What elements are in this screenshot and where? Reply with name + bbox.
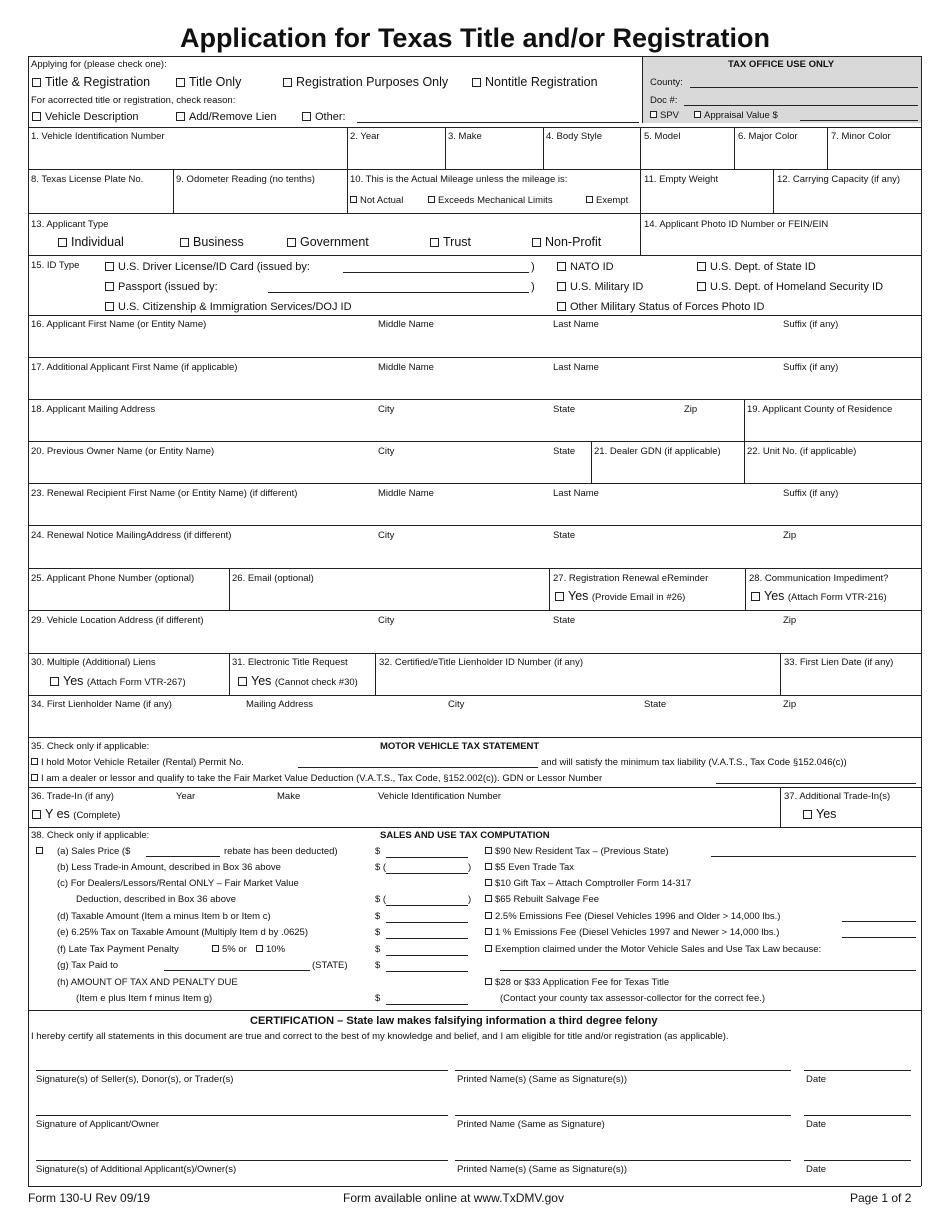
- field-23-last[interactable]: Last Name: [553, 488, 599, 499]
- fee-application[interactable]: $28 or $33 Application Fee for Texas Title: [485, 977, 669, 988]
- field-2-year[interactable]: 2. Year: [350, 131, 380, 142]
- fee-emissions-25[interactable]: 2.5% Emissions Fee (Diesel Vehicles 1996 and Older > 14,000 lbs.): [485, 911, 780, 922]
- type-government[interactable]: Government: [287, 235, 369, 249]
- field-26-email[interactable]: 26. Email (optional): [232, 573, 314, 584]
- f35-retailer-permit[interactable]: I hold Motor Vehicle Retailer (Rental) Permit No.: [31, 757, 244, 768]
- ereminder-yes[interactable]: Yes (Provide Email in #26): [555, 589, 685, 603]
- page-title: Application for Texas Title and/or Registration: [179, 23, 771, 53]
- tax-g-dollar: $: [375, 960, 381, 971]
- field-32-lienholder-id[interactable]: 32. Certified/eTitle Lienholder ID Number (if any): [379, 657, 583, 668]
- date-seller[interactable]: Date: [806, 1074, 827, 1085]
- field-16-first-name[interactable]: 16. Applicant First Name (or Entity Name): [31, 319, 207, 330]
- id-uscis[interactable]: U.S. Citizenship & Immigration Services/DOJ ID: [105, 301, 352, 313]
- field-23-suffix[interactable]: Suffix (if any): [783, 488, 839, 499]
- field-15-id-type: 15. ID Type: [31, 260, 80, 271]
- tax-c-paren: ): [468, 894, 472, 905]
- tax-f-penalty: (f) Late Tax Payment Penalty: [57, 944, 179, 955]
- field-23-renewal-recipient[interactable]: 23. Renewal Recipient First Name (or Entity Name) (if different): [31, 488, 298, 499]
- type-individual[interactable]: Individual: [58, 235, 124, 249]
- trade-in-yes[interactable]: Y es (Complete): [32, 807, 120, 821]
- field-36-make[interactable]: Make: [277, 791, 301, 802]
- field-13-applicant-type: 13. Applicant Type: [31, 219, 109, 230]
- field-34-mailing[interactable]: Mailing Address: [246, 699, 314, 710]
- field-35-label: 35. Check only if applicable:: [31, 741, 150, 752]
- field-8-plate[interactable]: 8. Texas License Plate No.: [31, 174, 144, 185]
- footer-form-number: Form 130-U Rev 09/19: [28, 1191, 151, 1205]
- id-driver-license[interactable]: U.S. Driver License/ID Card (issued by:: [105, 261, 310, 273]
- field-9-odometer[interactable]: 9. Odometer Reading (no tenths): [176, 174, 315, 185]
- tax-f-dollar: $: [375, 944, 381, 955]
- id-dept-state[interactable]: U.S. Dept. of State ID: [697, 261, 816, 273]
- fee-even-trade[interactable]: $5 Even Trade Tax: [485, 862, 574, 873]
- sig-seller[interactable]: Signature(s) of Seller(s), Donor(s), or Trader(s): [36, 1074, 234, 1085]
- fee-exemption[interactable]: Exemption claimed under the Motor Vehicle Sales and Use Tax Law because:: [485, 944, 821, 955]
- field-36-trade-in: 36. Trade-In (if any): [31, 791, 114, 802]
- opt-title-registration[interactable]: Title & Registration: [32, 75, 150, 89]
- field-24-zip[interactable]: Zip: [783, 530, 797, 541]
- fee-emissions-1[interactable]: 1 % Emissions Fee (Diesel Vehicles 1997 and Newer > 14,000 lbs.): [485, 927, 779, 938]
- tax-a-checkbox[interactable]: [36, 846, 46, 857]
- f35-dealer-lessor[interactable]: I am a dealer or lessor and qualify to take the Fair Market Value Deduction (V.A.T.S., Tax Code, §152.002(c)). GDN or Lessor Number: [31, 773, 602, 784]
- tax-a-sales-price: (a) Sales Price ($: [57, 846, 131, 857]
- field-21-dealer-gdn[interactable]: 21. Dealer GDN (if applicable): [594, 446, 721, 457]
- field-20-state[interactable]: State: [553, 446, 576, 457]
- field-34-zip[interactable]: Zip: [783, 699, 797, 710]
- date-applicant[interactable]: Date: [806, 1119, 827, 1130]
- type-business[interactable]: Business: [180, 235, 244, 249]
- mileage-exempt[interactable]: Exempt: [586, 195, 628, 206]
- footer-page: Page 1 of 2: [850, 1191, 912, 1205]
- opt-registration-purposes[interactable]: Registration Purposes Only: [283, 75, 448, 89]
- motor-vehicle-tax-heading: MOTOR VEHICLE TAX STATEMENT: [380, 741, 540, 752]
- tax-a-rebate: rebate has been deducted): [224, 846, 338, 857]
- field-1-vin[interactable]: 1. Vehicle Identification Number: [31, 131, 165, 142]
- type-trust[interactable]: Trust: [430, 235, 471, 249]
- field-23-middle[interactable]: Middle Name: [378, 488, 434, 499]
- field-16-last[interactable]: Last Name: [553, 319, 599, 330]
- field-11-empty-weight[interactable]: 11. Empty Weight: [644, 174, 719, 185]
- certification-text: I hereby certify all statements in this document are true and correct to the best of my knowledge and belief, and I am eligible for title and/or registration (as applicable).: [31, 1031, 729, 1042]
- tax-c-deduction: Deduction, described in Box 36 above: [76, 894, 237, 905]
- sig-additional[interactable]: Signature(s) of Additional Applicant(s)/Owner(s): [36, 1164, 237, 1175]
- applying-label: Applying for (please check one):: [31, 59, 167, 70]
- sales-use-tax-heading: SALES AND USE TAX COMPUTATION: [380, 830, 550, 841]
- tax-b-dollar: $ (: [375, 862, 387, 873]
- field-3-make[interactable]: 3. Make: [448, 131, 482, 142]
- tax-h-formula: (Item e plus Item f minus Item g): [76, 993, 213, 1004]
- field-29-vehicle-location[interactable]: 29. Vehicle Location Address (if different): [31, 615, 204, 626]
- field-27-ereminder: 27. Registration Renewal eReminder: [553, 573, 709, 584]
- certification-heading: CERTIFICATION – State law makes falsifying information a third degree felony: [250, 1015, 658, 1027]
- f35-permit-tail: and will satisfy the minimum tax liability (V.A.T.S., Tax Code §152.046(c)): [541, 757, 847, 768]
- field-17-last[interactable]: Last Name: [553, 362, 599, 373]
- field-17-add-first-name[interactable]: 17. Additional Applicant First Name (if applicable): [31, 362, 238, 373]
- sig-applicant[interactable]: Signature of Applicant/Owner: [36, 1119, 160, 1130]
- field-33-lien-date[interactable]: 33. First Lien Date (if any): [784, 657, 894, 668]
- tax-g-state: (STATE): [312, 960, 348, 971]
- tax-office-doc: Doc #:: [650, 95, 678, 106]
- field-16-suffix[interactable]: Suffix (if any): [783, 319, 839, 330]
- field-12-capacity[interactable]: 12. Carrying Capacity (if any): [777, 174, 901, 185]
- fee-gift-tax[interactable]: $10 Gift Tax – Attach Comptroller Form 14-317: [485, 878, 691, 889]
- tax-e-625: (e) 6.25% Tax on Taxable Amount (Multiply Item d by .0625): [57, 927, 309, 938]
- tax-office-title: TAX OFFICE USE ONLY: [728, 59, 835, 70]
- field-5-model[interactable]: 5. Model: [644, 131, 681, 142]
- field-24-city[interactable]: City: [378, 530, 395, 541]
- id-homeland-security[interactable]: U.S. Dept. of Homeland Security ID: [697, 281, 883, 293]
- field-31-etitle: 31. Electronic Title Request: [232, 657, 348, 668]
- printed-name-additional[interactable]: Printed Name(s) (Same as Signature(s)): [457, 1164, 627, 1175]
- tax-b-paren: ): [468, 862, 472, 873]
- field-14-photo-id[interactable]: 14. Applicant Photo ID Number or FEIN/EIN: [644, 219, 829, 230]
- field-17-suffix[interactable]: Suffix (if any): [783, 362, 839, 373]
- field-24-state[interactable]: State: [553, 530, 576, 541]
- tax-office-county: County:: [650, 77, 683, 88]
- field-7-minor-color[interactable]: 7. Minor Color: [831, 131, 891, 142]
- tax-f-10pct[interactable]: 10%: [256, 944, 285, 955]
- tax-f-5pct[interactable]: 5% or: [212, 944, 247, 955]
- field-29-city[interactable]: City: [378, 615, 395, 626]
- field-28-impediment: 28. Communication Impediment?: [749, 573, 889, 584]
- printed-name-seller[interactable]: Printed Name(s) (Same as Signature(s)): [457, 1074, 627, 1085]
- date-additional[interactable]: Date: [806, 1164, 827, 1175]
- field-18-mailing-address[interactable]: 18. Applicant Mailing Address: [31, 404, 156, 415]
- field-16-middle[interactable]: Middle Name: [378, 319, 434, 330]
- id-nato[interactable]: NATO ID: [557, 261, 614, 273]
- tax-office-appraisal[interactable]: Appraisal Value $: [694, 110, 778, 121]
- field-36-vin[interactable]: Vehicle Identification Number: [378, 791, 502, 802]
- field-30-multiple-liens: 30. Multiple (Additional) Liens: [31, 657, 156, 668]
- mileage-exceeds[interactable]: Exceeds Mechanical Limits: [428, 195, 553, 206]
- corrected-label: For acorrected title or registration, check reason:: [31, 95, 236, 106]
- field-19-county[interactable]: 19. Applicant County of Residence: [747, 404, 893, 415]
- id-passport[interactable]: Passport (issued by:: [105, 281, 218, 293]
- field-4-body-style[interactable]: 4. Body Style: [546, 131, 602, 142]
- type-non-profit[interactable]: Non-Profit: [532, 235, 601, 249]
- opt-nontitle-registration[interactable]: Nontitle Registration: [472, 75, 598, 89]
- field-18-state[interactable]: State: [553, 404, 576, 415]
- liens-yes[interactable]: Yes (Attach Form VTR-267): [50, 674, 186, 688]
- tax-g-paid: (g) Tax Paid to: [57, 960, 119, 971]
- field-34-state[interactable]: State: [644, 699, 667, 710]
- field-29-state[interactable]: State: [553, 615, 576, 626]
- tax-c-dollar: $ (: [375, 894, 387, 905]
- tax-b-trade-in: (b) Less Trade-in Amount, described in Box 36 above: [57, 862, 281, 873]
- printed-name-applicant[interactable]: Printed Name (Same as Signature): [457, 1119, 605, 1130]
- opt-title-only[interactable]: Title Only: [176, 75, 241, 89]
- tax-d-dollar: $: [375, 911, 381, 922]
- footer-online: Form available online at www.TxDMV.gov: [343, 1191, 564, 1205]
- opt-other[interactable]: Other:: [302, 111, 346, 123]
- field-34-city[interactable]: City: [448, 699, 465, 710]
- additional-trade-yes[interactable]: Yes: [803, 807, 836, 821]
- field-38-label: 38. Check only if applicable:: [31, 830, 150, 841]
- tax-c-fmv: (c) For Dealers/Lessors/Rental ONLY – Fair Market Value: [57, 878, 299, 889]
- tax-a-dollar: $: [375, 846, 381, 857]
- opt-add-remove-lien[interactable]: Add/Remove Lien: [176, 111, 276, 123]
- mileage-not-actual[interactable]: Not Actual: [350, 195, 403, 206]
- field-6-major-color[interactable]: 6. Major Color: [738, 131, 798, 142]
- field-10-mileage: 10. This is the Actual Mileage unless the mileage is:: [350, 174, 568, 185]
- fee-new-resident[interactable]: $90 New Resident Tax – (Previous State): [485, 846, 669, 857]
- field-29-zip[interactable]: Zip: [783, 615, 797, 626]
- opt-vehicle-description[interactable]: Vehicle Description: [32, 111, 139, 123]
- etitle-yes[interactable]: Yes (Cannot check #30): [238, 674, 358, 688]
- field-18-city[interactable]: City: [378, 404, 395, 415]
- field-24-renewal-address[interactable]: 24. Renewal Notice MailingAddress (if different): [31, 530, 232, 541]
- field-18-zip[interactable]: Zip: [684, 404, 698, 415]
- id-other-military[interactable]: Other Military Status of Forces Photo ID: [557, 301, 764, 313]
- impediment-yes[interactable]: Yes (Attach Form VTR-216): [751, 589, 887, 603]
- tax-h-dollar: $: [375, 993, 381, 1004]
- field-25-phone[interactable]: 25. Applicant Phone Number (optional): [31, 573, 195, 584]
- fee-rebuilt-salvage[interactable]: $65 Rebuilt Salvage Fee: [485, 894, 599, 905]
- fee-contact-note: (Contact your county tax assessor-collector for the correct fee.): [500, 993, 766, 1004]
- tax-d-taxable: (d) Taxable Amount (Item a minus Item b or Item c): [57, 911, 271, 922]
- tax-h-amount-due: (h) AMOUNT OF TAX AND PENALTY DUE: [57, 977, 238, 988]
- field-20-previous-owner[interactable]: 20. Previous Owner Name (or Entity Name): [31, 446, 215, 457]
- field-22-unit-no[interactable]: 22. Unit No. (if applicable): [747, 446, 857, 457]
- field-37-additional-trade: 37. Additional Trade-In(s): [784, 791, 891, 802]
- field-20-city[interactable]: City: [378, 446, 395, 457]
- field-17-middle[interactable]: Middle Name: [378, 362, 434, 373]
- id-us-military[interactable]: U.S. Military ID: [557, 281, 643, 293]
- tax-office-spv[interactable]: SPV: [650, 110, 679, 121]
- paren-2: ): [531, 281, 535, 293]
- field-34-lienholder-name[interactable]: 34. First Lienholder Name (if any): [31, 699, 172, 710]
- tax-e-dollar: $: [375, 927, 381, 938]
- paren-1: ): [531, 261, 535, 273]
- field-36-year[interactable]: Year: [176, 791, 196, 802]
